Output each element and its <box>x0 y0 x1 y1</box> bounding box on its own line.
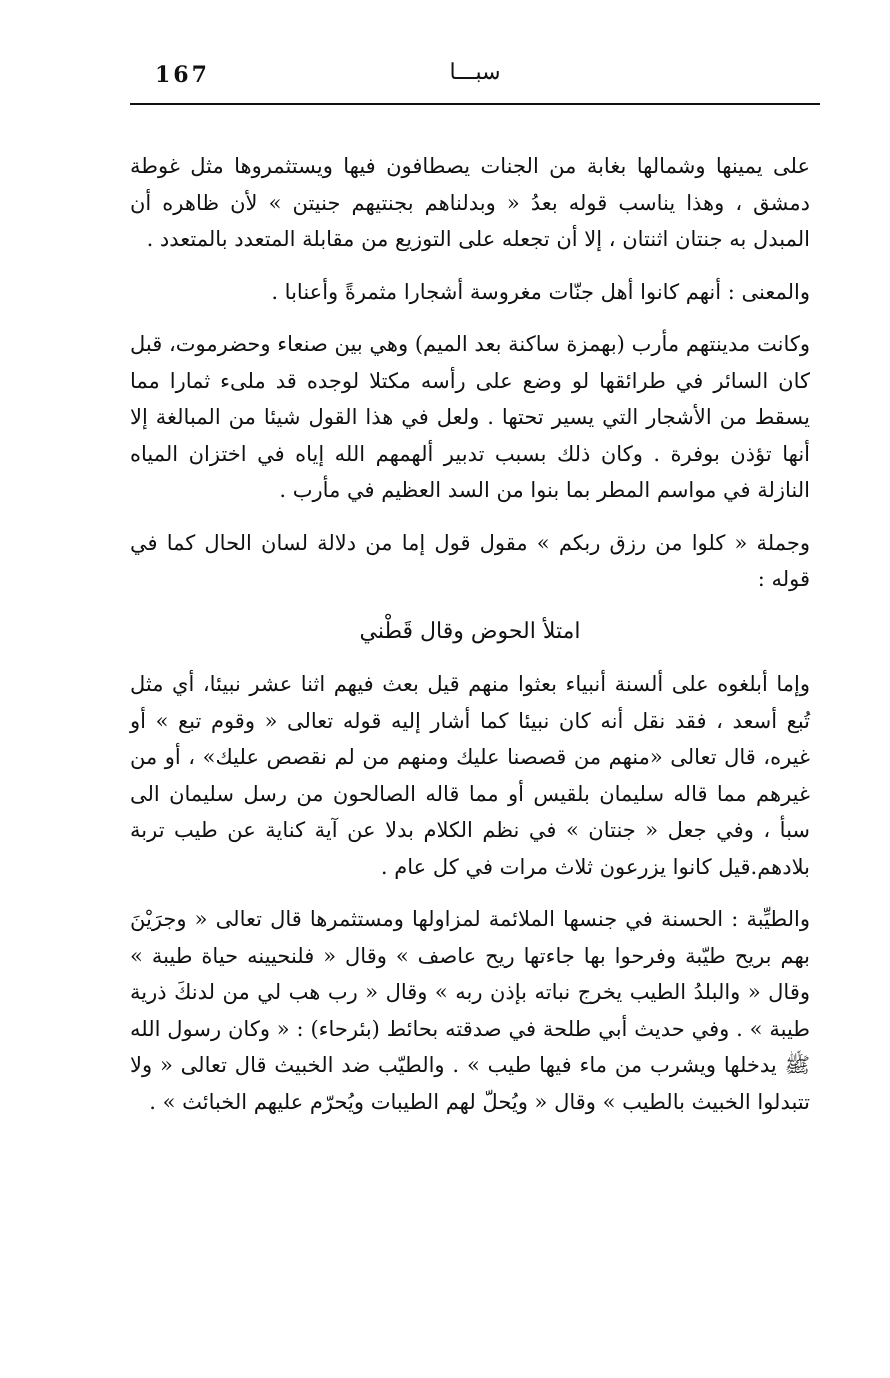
paragraph-gap <box>130 885 810 901</box>
paragraph-gap <box>130 650 810 666</box>
paragraph: على يمينها وشمالها بغابة من الجنات يصطافون فيها ويستثمروها مثل غوطة دمشق ، وهذا يناسب قوله بعدُ « وبدلناهم بجنتيهم جنيتن » لأن ظاهره أن المبدل به جنتان اثنتان ، إلا أن تجعله على التوزيع من مقابلة المتعدد بالمتعدد . <box>130 154 810 251</box>
poetry-verse: امتلأ الحوض وقال قَطْني <box>359 618 581 644</box>
paragraph: وإما أبلغوه على ألسنة أنبياء بعثوا منهم قيل بعث فيهم اثنا عشر نبيئا، أي مثل تُبع أسعد ، فقد نقل أنه كان نبيئا كما أشار إليه قوله تعالى « وقوم تبع » أو غيره، قال تعالى «منهم من قصصنا عليك ومنهم من لم نقصص عليك» ، أو من غيرهم مما قاله سليمان بلقيس أو مما قاله الصالحون من رسل سليمان الى سبأ ، وفي جعل « جنتان » في نظم الكلام بدلا عن آية كناية عن طيب تربة بلادهم.قيل كانوا يزرعون ثلاث مرات في كل عام . <box>130 672 810 879</box>
header-divider <box>130 103 820 105</box>
page-body <box>130 148 810 1120</box>
paragraph: وجملة « كلوا من رزق ربكم » مقول قول إما من دلالة لسان الحال كما في قوله : <box>130 530 810 591</box>
paragraph-gap <box>130 310 810 326</box>
paragraph: والطيِّبة : الحسنة في جنسها الملائمة لمزاولها ومستثمرها قال تعالى « وجرَيْنَ بهم بريح طيّبة وفرحوا بها جاءتها ريح عاصف » وقال « فلنحيينه حياة طيبة » وقال « والبلدُ الطيب يخرج نباته بإذن ربه » وقال « رب هب لي من لدنكَ ذرية طيبة » . وفي حديث أبي طلحة في صدقته بحائط (بئرحاء) : « وكان رسول الله ﷺ يدخلها ويشرب من ماء فيها طيب » . والطيّب ضد الخبيث قال تعالى « ولا تتبدلوا الخبيث بالطيب » وقال « ويُحلّ لهم الطيبات ويُحرّم عليهم الخبائث » . <box>130 907 810 1114</box>
page-number: 167 <box>155 62 210 88</box>
running-head-surah-name: سبـــا <box>449 60 501 85</box>
paragraph: والمعنى : أنهم كانوا أهل جنّات مغروسة أشجارا مثمرةً وأعنابا . <box>271 279 810 304</box>
paragraph: وكانت مدينتهم مأرب (بهمزة ساكنة بعد الميم) وهي بين صنعاء وحضرموت، قبل كان السائر في طرائقها لو وضع على رأسه مكتلا لوجده قد ملىء ثمارا مما يسقط من الأشجار التي يسير تحتها . ولعل في هذا القول شيئا من المبالغة إلا أنها تؤذن بوفرة . وكان ذلك بسبب تدبير ألهمهم الله إياه في اختزان المياه النازلة في مواسم المطر بما بنوا من السد العظيم في مأرب . <box>130 332 810 502</box>
paragraph-gap <box>130 598 810 614</box>
page-header <box>130 58 820 98</box>
paragraph-gap <box>130 509 810 525</box>
paragraph-gap <box>130 258 810 274</box>
